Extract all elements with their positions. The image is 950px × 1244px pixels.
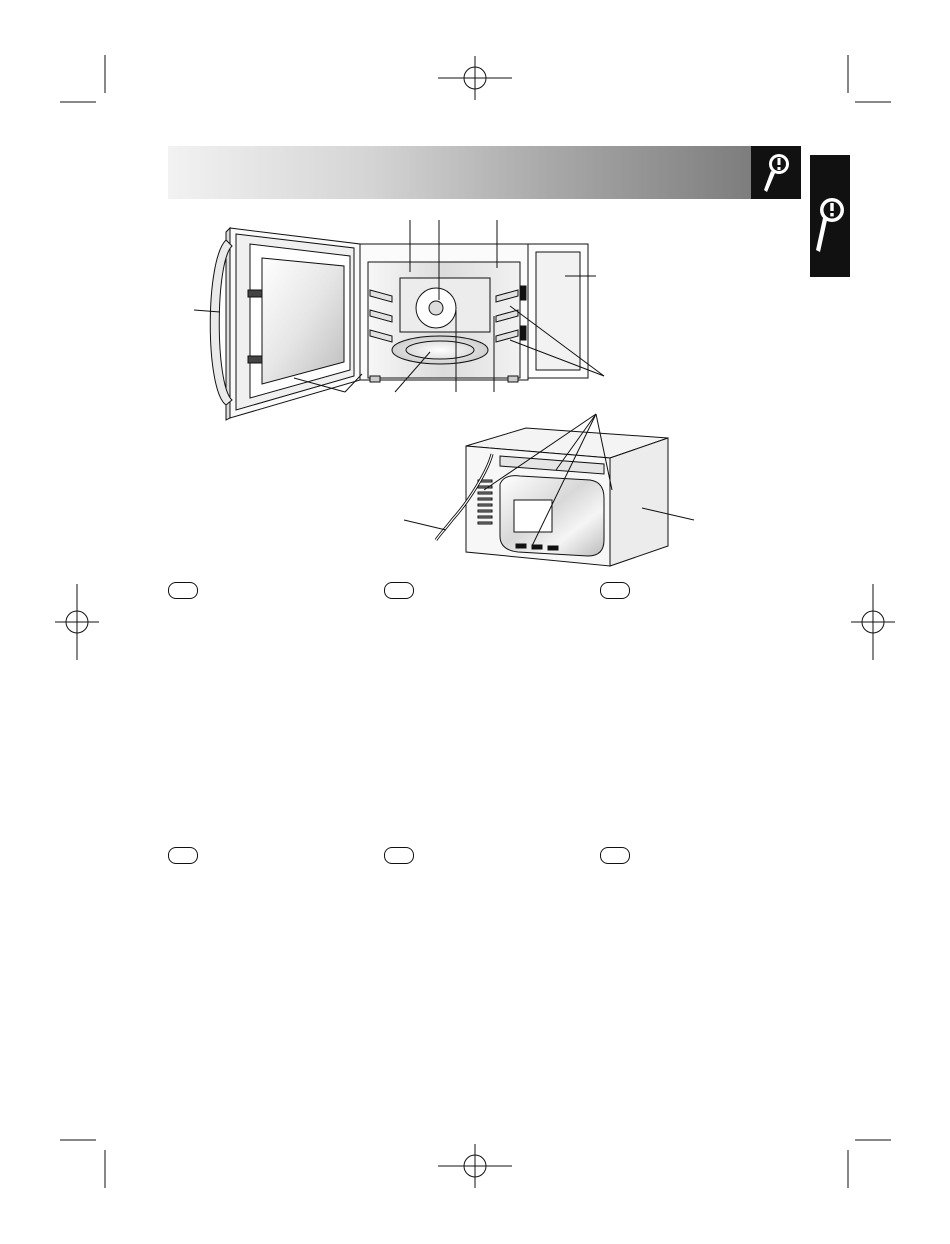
language-badge: [600, 847, 630, 864]
language-badge: [168, 582, 198, 599]
language-badge: [168, 847, 198, 864]
language-badge: [600, 582, 630, 599]
language-badge: [384, 582, 414, 599]
language-badge: [384, 847, 414, 864]
